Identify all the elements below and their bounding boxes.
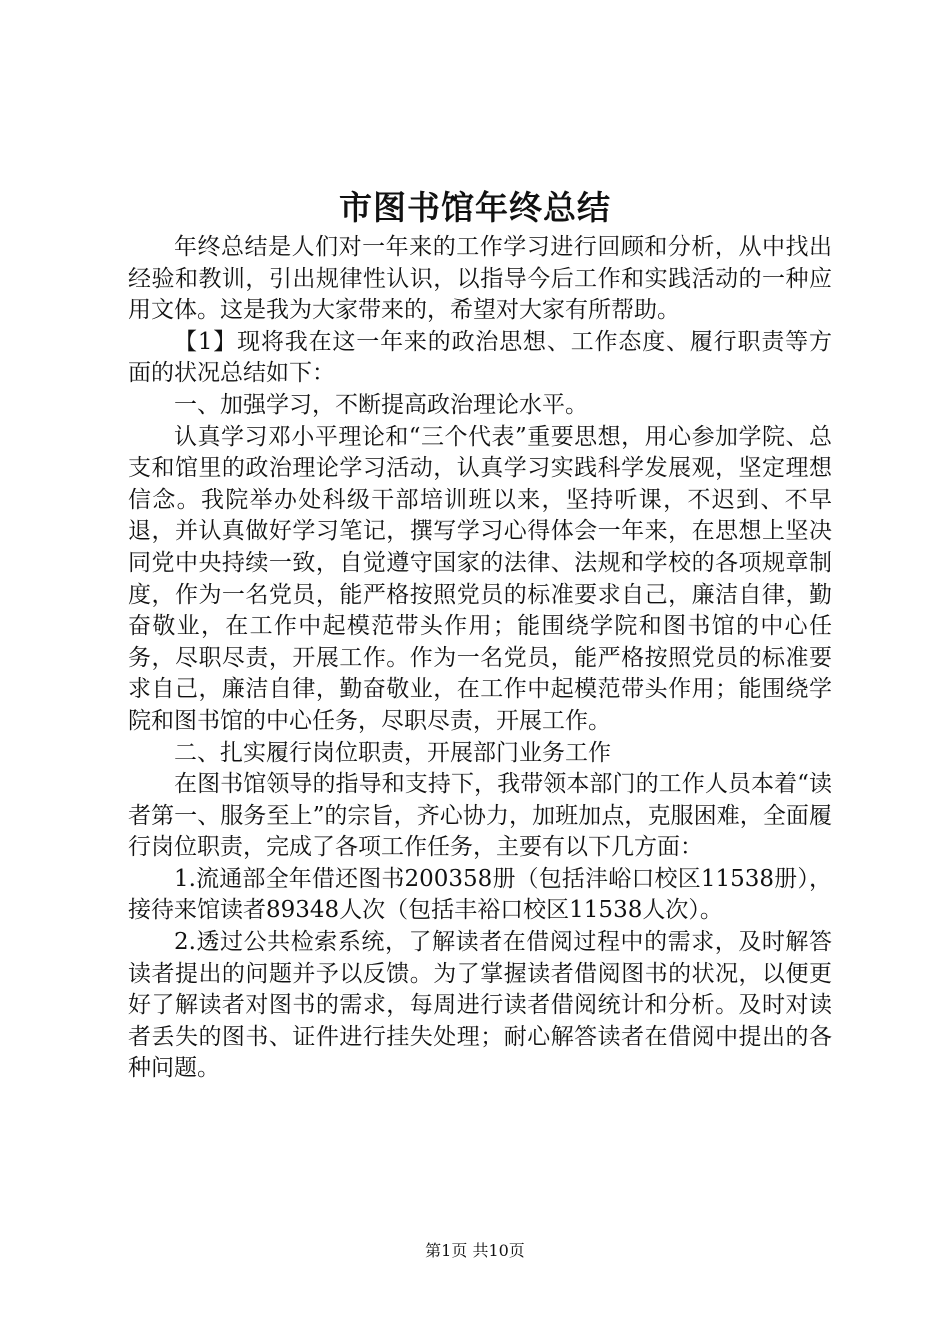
section-heading-2: 二、扎实履行岗位职责，开展部门业务工作 bbox=[174, 739, 611, 766]
paragraph-intro: 年终总结是人们对一年来的工作学习进行回顾和分析，从中找出经验和教训，引出规律性认识，以指导今后工作和实践活动的一种应用文体。这是我为大家带来的，希望对大家有所帮助。 bbox=[128, 234, 832, 324]
section-heading-1: 一、加强学习，不断提高政治理论水平。 bbox=[174, 391, 588, 418]
list-item-2: 2.透过公共检索系统，了解读者在借阅过程中的需求，及时解答读者提出的问题并予以反馈。为了掌握读者借阅图书的状况，以便更好了解读者对图书的需求，每周进行读者借阅统计和分析。及时对读者丢失的图书、证件进行挂失处理；耐心解答读者在借阅中提出的各种问题。 bbox=[128, 929, 832, 1082]
paragraph-summary-lead: 【1】现将我在这一年来的政治思想、工作态度、履行职责等方面的状况总结如下： bbox=[128, 328, 832, 387]
document-body bbox=[128, 232, 832, 1085]
paragraph-study: 认真学习邓小平理论和“三个代表”重要思想，用心参加学院、总支和馆里的政治理论学习活动，认真学习实践科学发展观，坚定理想信念。我院举办处科级干部培训班以来，坚持听课，不迟到、不早退，并认真做好学习笔记，撰写学习心得体会一年来，在思想上坚决同党中央持续一致，自觉遵守国家的法律、法规和学校的各项规章制度，作为一名党员，能严格按照党员的标准要求自己，廉洁自律，勤奋敬业，在工作中起模范带头作用；能围绕学院和图书馆的中心任务，尽职尽责，开展工作。作为一名党员，能严格按照党员的标准要求自己，廉洁自律，勤奋敬业，在工作中起模范带头作用；能围绕学院和图书馆的中心任务，尽职尽责，开展工作。 bbox=[128, 423, 832, 734]
page-footer: 第1页 共10页 bbox=[425, 1241, 525, 1260]
list-item-1: 1.流通部全年借还图书200358册（包括沣峪口校区11538册），接待来馆读者89348人次（包括丰裕口校区11538人次）。 bbox=[128, 865, 832, 924]
paragraph-duties: 在图书馆领导的指导和支持下，我带领本部门的工作人员本着“读者第一、服务至上”的宗旨，齐心协力，加班加点，克服困难，全面履行岗位职责，完成了各项工作任务，主要有以下几方面： bbox=[128, 771, 832, 861]
document-title: 市图书馆年终总结 bbox=[339, 188, 611, 227]
